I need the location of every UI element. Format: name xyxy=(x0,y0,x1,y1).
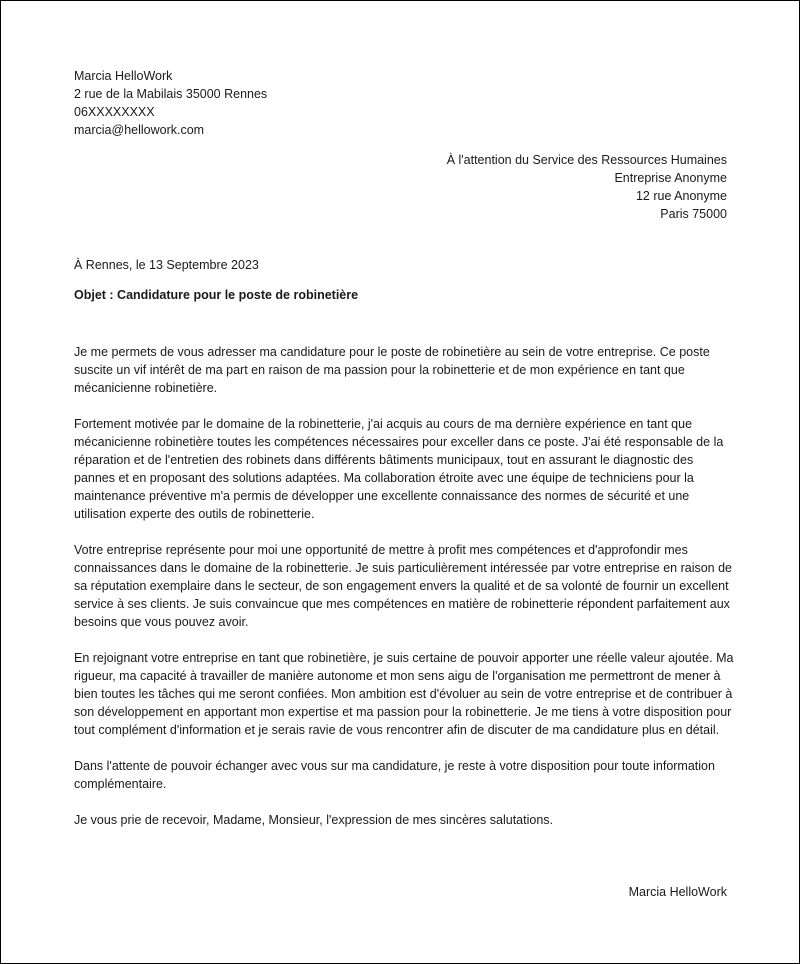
recipient-street: 12 rue Anonyme xyxy=(635,189,727,203)
body-paragraph: Votre entreprise représente pour moi une opportunité de mettre à profit mes compétences et d'approfondir mes connaissances dans le domaine de la robinetterie. Je suis particulièrement intéressée par votre entreprise en raison de sa réputation exemplaire dans le secteur, de son engagement envers la qualité et de sa volonté de fournir un excellent service à ses clients. Je suis convaincue que mes compétences en matière de robinetterie répondent parfaitement aux besoins que vous pouvez avoir. xyxy=(74,543,733,629)
body-paragraph: Dans l'attente de pouvoir échanger avec vous sur ma candidature, je reste à votre disposition pour toute information complémentaire. xyxy=(74,759,715,791)
letter-date: À Rennes, le 13 Septembre 2023 xyxy=(74,258,259,272)
letter-subject: Objet : Candidature pour le poste de robinetière xyxy=(74,288,359,302)
sender-address: 2 rue de la Mabilais 35000 Rennes xyxy=(74,87,268,101)
body-paragraph: Je me permets de vous adresser ma candidature pour le poste de robinetière au sein de votre entreprise. Ce poste suscite un vif intérêt de ma part en raison de ma passion pour la robinetterie et de mon expérience en tant que mécanicienne robinetière. xyxy=(74,345,710,395)
sender-email: marcia@hellowork.com xyxy=(74,123,205,137)
letter-body xyxy=(74,343,734,847)
sender-block xyxy=(74,67,267,139)
recipient-attention: À l'attention du Service des Ressources Humaines xyxy=(446,153,727,167)
signature: Marcia HelloWork xyxy=(628,885,727,899)
sender-name: Marcia HelloWork xyxy=(74,69,173,83)
closing-paragraph: Je vous prie de recevoir, Madame, Monsieur, l'expression de mes sincères salutations. xyxy=(74,813,554,827)
recipient-block xyxy=(447,151,727,223)
recipient-city: Paris 75000 xyxy=(660,207,727,221)
body-paragraph: En rejoignant votre entreprise en tant que robinetière, je suis certaine de pouvoir apporter une réelle valeur ajoutée. Ma rigueur, ma capacité à travailler de manière autonome et mon sens aigu de l'organisation me permettront de mener à bien toutes les tâches qui me seront confiées. Mon ambition est d'évoluer au sein de votre entreprise et de contribuer à son développement en apportant mon expertise et ma passion pour la robinetterie. Je me tiens à votre disposition pour tout complément d'information et je serais ravie de vous rencontrer afin de discuter de ma candidature plus en détail. xyxy=(74,651,734,737)
sender-phone: 06XXXXXXXX xyxy=(74,105,155,119)
recipient-company: Entreprise Anonyme xyxy=(614,171,727,185)
body-paragraph: Fortement motivée par le domaine de la robinetterie, j'ai acquis au cours de ma dernière expérience en tant que mécanicienne robinetière toutes les compétences nécessaires pour exceller dans ce poste. J'ai été responsable de la réparation et de l'entretien des robinets dans différents bâtiments municipaux, tout en assurant le diagnostic des pannes et en proposant des solutions adaptées. Ma collaboration étroite avec une équipe de techniciens pour la maintenance préventive m'a permis de développer une excellente connaissance des normes de sécurité et une utilisation experte des outils de robinetterie. xyxy=(74,417,724,521)
